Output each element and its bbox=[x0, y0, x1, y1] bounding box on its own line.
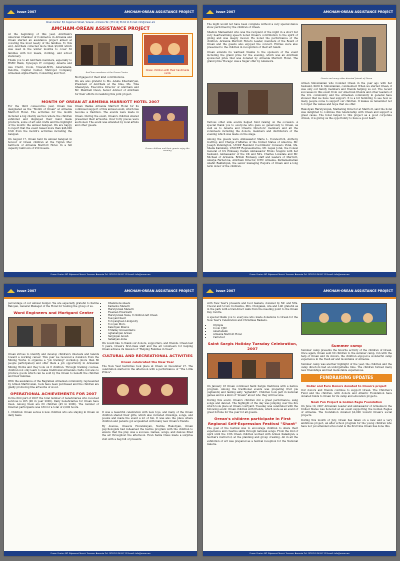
paragraph: With the assistance of the Bagratian Armenian community, represented by Armen Martirosian, tools have been purchased and the children are gladly producing fine artworks of wood. bbox=[8, 379, 99, 389]
paragraph: Thank you to all AmCham members, especially to HSBC Bank, Synopsys IT company, Ameria and Asa Credit, Ucom, Vivacell-MTS, Ameriabank, Deloitte, Capital Center, Metropol Company, Armenian Alpha Pharm, Consulting and Tour. bbox=[8, 59, 72, 75]
paragraph: During this event, Orean's children did a great performance, sang songs and danced. The highlight of the day was jumping over the fire which took place at Orean courtyard. Tuesday was celebrated with the following event: Orean children with friends, which were as an event of great fortune for the year for all guests. bbox=[207, 398, 298, 415]
paragraph: Summer camp was another highlight of the year, the children and the camp directors had an unforgettable time. The children formed many new friendships and had memorable experiences. bbox=[301, 362, 392, 373]
photo-amcham-members bbox=[75, 34, 133, 66]
paragraph: Our donors and friends continue to support Orean. The Children's Fund and the children, with donors and Atlantic Foundation have donated funds to Orean for its camp and education projects. bbox=[301, 388, 392, 399]
photo-caption: AmCham members at the Orean Center bbox=[85, 72, 128, 74]
list-item: • 8 Mallay Grevenitian's bbox=[108, 329, 193, 332]
section-title: Saint Sargis Holiday Tuesday Celebration, 2007 bbox=[207, 340, 298, 351]
paragraph: It was a beautiful celebration with new toys, and many of the Orean children shared their gifts, which also included drawings, songs, and poems and made the event a lot of fun. It was also the place where children and parents got acquainted with many new Orean's friends. bbox=[102, 411, 193, 424]
paragraph: At the beginning of this year, AmCham's American Chamber of Commerce in Armenia and Orean started an assistance project aimed at covering the most needy of the families. To this end, AmCham collected more than $3,000 which was used in the winter months to cover 30 families with hot meals, clothing, and school stationery. bbox=[8, 33, 72, 58]
list-item: • Sahakyan Anna bbox=[108, 338, 193, 341]
page-1 bbox=[4, 5, 197, 277]
paragraph: Hakobyan Harutyunyan, Marketing Director at Marriott, said the hotel was delighted to continue this relationship with Orean and support a great cause. The hotel helped to this project as a good corporate citizen, it is giving us the opportunity to have a good heart. bbox=[301, 107, 392, 121]
photo-saint-sargis bbox=[207, 353, 293, 379]
newsletter-label: AMCHAM-OREAN ASSISTANCE PROJECT bbox=[323, 9, 393, 14]
list-item: • Aghababyan Armen bbox=[108, 332, 193, 335]
list-item: • Tocoyan Muro bbox=[108, 323, 193, 326]
photo-event bbox=[207, 83, 293, 115]
list-item: • Kakohyan Kharos bbox=[108, 326, 193, 329]
paragraph: We would like to thank our donors, supporters, and friends. Orean last 3 years, Orean's first-class staff and the all volunteers for helping Orean achieve its mission of "Helping Families in Need". bbox=[102, 342, 193, 352]
page-2 bbox=[203, 5, 396, 277]
section-title: MONTH OF OREAN AT ARMENIA MARRIOTT HOTEL 2007 bbox=[41, 99, 160, 105]
section-title: Word Engineers and Mortgard Center bbox=[13, 310, 94, 316]
paragraph: Orean strives to identify and develop children's interests and talents toward a working career. This year we received a donation from the Mining Works to organize a "job training" workshop (more than 80 people participated) and offer them a job opportunity in Armenian Mining Works and they took on 8 children. Through training courses, children not only learn to make traditional Armenian crafts, but also to produce goods which can be sold by the Orean to benefit the children and their families. bbox=[8, 353, 99, 378]
address-line: Orean Center: 8/1 Kajaznuni Street, Yerevan, Armenia Tel: (374 10) 56 62 11 E-mail: info@orean.am bbox=[45, 21, 156, 24]
list-item: • Kaibaitos Manetti bbox=[108, 305, 193, 308]
paragraph: During this month of July, Orean has taken on a new and a very ambitious project, an after school program for the young children who have not yet attended school and is the first time Orean has done this. bbox=[301, 419, 392, 429]
paragraph: Among the guests were Ambassador Marie L. Yovanovitch, Anthony Godfrey, and Charge d'Affaires of the United States of America, Mr. Joseph Pennington, UNDP Resident Coordinator Consuelo Vidal, Ms. Sheila Kaminsky, UNICEF Representative, Mr. Layan Jorat, the Consul General of US Embassy, Italian Ambassador Bruno Scapini with her husband, Ambassador of the UK and Mrs. Charles Lonsdale and Mr. Michael of Armenia. British Embassy staff and leaders of Marriott, Amalya Farberova, AmCham Director, ICRC Armenia, Parliamentarian Anahit Bakhshyan, the senior managing Esquire of Orean and a long term donor of the children. bbox=[207, 137, 298, 169]
page-footer: Orean Center: 8/1 Kajaznuni Street, Yerevan, Armenia Tel: (374 10) 56 62 11 E-mail: info@orean.am bbox=[203, 551, 396, 556]
issue-label: Issue 2007 bbox=[17, 9, 37, 14]
issue-label: Issue 2007 bbox=[216, 288, 236, 293]
paragraph: The New Year festivities took place at Orean on December 27. The celebration started in the afternoon with a performance of "The Little Prince". bbox=[102, 365, 193, 375]
section-subtitle: Orean celebrated the New Year bbox=[121, 360, 174, 365]
newsletter-label: AMCHAM-OREAN ASSISTANCE PROJECT bbox=[323, 288, 393, 293]
orean-logo bbox=[206, 10, 235, 14]
list-item: • Harutyunian Manetti bbox=[108, 308, 193, 311]
section-title: Orean's children participate in First Regional Self-Expression Festival "Shant" bbox=[208, 416, 297, 427]
photo-workshop bbox=[8, 317, 94, 347]
paragraph: Mortgages for their kind contributions. bbox=[74, 75, 125, 79]
list-item: • Fleemen Eivermetti bbox=[108, 311, 193, 314]
list-item: • Armenia Marriott Hotel bbox=[213, 333, 298, 336]
children-list bbox=[108, 302, 193, 341]
paragraph: The goal of the festival was to encourage children to share their experience and creative skills through national songs. From the 2nd of April until the 13th Orean children worked with Armen Kalashyan, a festival's instructor, at the planning and group creating. All in all the exhibition of art was prepared as a festival reception for the National Galerie. bbox=[207, 427, 298, 446]
issue-label: Issue 2007 bbox=[216, 9, 236, 14]
section-subtitle: Noah Fun Project & Golden Eagle Foundation bbox=[311, 400, 382, 405]
donor-list bbox=[213, 324, 298, 339]
header-bar bbox=[4, 297, 197, 299]
paragraph: A special thank you to everyone who made donations to Orean for the New Year's Celebration and Christmas Baskets. bbox=[207, 315, 298, 323]
paragraph: Shallow Mainesfield who was the recipient of the night in a short but very heartwarming speech noted Orean's contribution to the spirit of giving and was deeply moved. He noted the performance of the children. Armenia Marriott Hotel's Leader, members of the Board of Orean and the guests also enjoyed the concert. Entries were also presented to the children in recognition of their art talent. bbox=[207, 30, 298, 50]
paragraph: with New Year's presents and food baskets, donated by Mr. and Mrs. Cnoval and Ucom Cochaidze, Mrs. Cholgaian, Ara and Lilit grateful as in the park with a trail-direct walk from the meeting point to the Orean Day Centre. bbox=[207, 302, 298, 315]
newsletter-header bbox=[203, 5, 396, 18]
section-title: CULTURAL AND RECREATIONAL ACTIVITIES bbox=[102, 353, 193, 359]
photo-guests bbox=[301, 24, 387, 72]
sidebar-title: Orean children with their handmade cards bbox=[145, 69, 190, 75]
newsletter-header bbox=[4, 5, 197, 18]
photo-new-year bbox=[102, 377, 188, 405]
paragraph: On January 18 Orean continued Saint Sargis traditions with a festive program. Among the traditional events was preparing fruit pie (Aghandz) and tasting salty "aghabliit". Children took part in national games and in a kind of "dream" about who they will become. bbox=[207, 384, 298, 398]
paragraph: By Avenue, Onescis Hovannisyan, Narine Hakobyan, Orean psychologists had rehearsed the festive program with the children to ensure that the play was a success. Games, songs, and dances filled the air throughout the afternoon. Even Santa Claus made a surprise visit with a bag full of presents. bbox=[102, 425, 193, 441]
paragraph: For the third consecutive year, Orean has designated as the "Month of Orean" at Armenia Marriott Hotel. The activities for the month included a big charity auction where the children exhibited and displayed their hand made products, some of art and crafts and the highlight of the month: the annual banquet. We are happy to report that the event raised more than $46,000 USD from the month's activities including the banquet. bbox=[8, 105, 72, 137]
page-footer: Orean Center: 8/1 Kajaznuni Street, Yerevan, Armenia Tel: (374 10) 56 62 11 E-mail: info@orean.am bbox=[203, 272, 396, 277]
paragraph: Various other side events helped fund raising on the occasion. A special thank you to everyone who gave so generously to Orean, as well as to Ameria and Orean's Directors' members and all the volunteers including the donors, members and distributors of the evening which was made on the stage. bbox=[207, 120, 298, 136]
section-subtitle: Dollar and Euro Donors donated to Orean's project bbox=[306, 383, 387, 388]
sidebar-box bbox=[142, 33, 193, 77]
page-3 bbox=[4, 284, 197, 556]
section-title: OPERATIONAL ACHIEVEMENTS FOR 2007 bbox=[10, 390, 97, 396]
list-item: • Sargisyan Anush bbox=[108, 335, 193, 338]
list-item: • Toroyangtsen Lindgevity bbox=[108, 320, 193, 323]
list-item: • Olympia bbox=[213, 324, 298, 327]
paragraph: Orean thanks Armenia Marriott Hotel for its continued support of this annual event, which has become a tradition. The events were made in Orean. During the event, Orean's children shared presented their artworks. Over forty pieces were auctioned. The event was attended by local artists and other guests. bbox=[74, 105, 139, 127]
page-footer: Orean Center: 8/1 Kajaznuni Street, Yerevan, Armenia Tel: (374 10) 56 62 11 E-mail: info@orean.am bbox=[4, 551, 197, 556]
photo-summer-camp bbox=[301, 303, 387, 335]
list-item: • Ameriabank bbox=[213, 330, 298, 333]
paragraph: We are also grateful to Ms. Adelle Khachatryan, President of AmCham at the time, Ms. Tina Ghazaryan, Executive Director of AmCham and Mr. Manthell Owen, Senior Advisor of AmCham for their efforts in realizing this joint project. bbox=[74, 80, 139, 96]
header-bar bbox=[203, 297, 396, 299]
paragraph: In the first part of 2007 the total number of beneficiaries who received services is 205 (90 in year 2006). Daily beneficiaries for Orean have risen. Among them are 60 children (45 in 2006). The number of Internet participants was 180 for a total of 2,000 hours. bbox=[8, 396, 99, 410]
newsletter-header bbox=[203, 284, 396, 297]
photo-banquet bbox=[142, 106, 188, 142]
issue-label: Issue 2007 bbox=[17, 288, 37, 293]
paragraph: Armen Simonianian who founded Orean in the year ago with her husband, Kirill K. Simonianian, commented: When we started Orean, it was only our family members and friends helping us out. The recent successes in this event from our American friends and other leaders of the U.S. community and the Armenian community in general have showed that we have real support. It is a bit humbling to see how so many people come to support our children. It makes us remember not to forget the values and hope that we offer. bbox=[301, 81, 392, 107]
paragraph: Orean extends its warmest thanks to the sponsors of the event including the grand prize for the evening, which was an AmCham sponsored prize that was donated by Armenia Marriott Hotel. The grand prize 'Bocage' was a Sugar offer by Amateurs. bbox=[207, 50, 298, 64]
list-item: • Ucom CJSC bbox=[213, 327, 298, 330]
page-footer: Orean Center: 8/1 Kajaznuni Street, Yerevan, Armenia Tel: (374 10) 56 62 11 E-mail: info@orean.am bbox=[4, 272, 197, 277]
list-item: • Carrefour bbox=[213, 336, 298, 339]
list-item: • Dhammons sheets bbox=[108, 302, 193, 305]
orean-logo bbox=[206, 289, 235, 293]
paragraph: Summer camp presents the favorite activity of the children of Orean. Once again, Orean sent 60 children to the summer camp, run with the help of Orean and its donors, the children enjoyed a wonderful camp experience in the fresh air and mountains of Armenia. bbox=[301, 349, 392, 362]
paragraph: The night would not have been complete without a very special dance show performed by the children of Orean. bbox=[207, 23, 298, 30]
paragraph: 1. Children: Orean serves 4 new children who are staying in Orean on daily basis. bbox=[8, 410, 99, 417]
photo-caption: Guests and many other devoted friends of Orean bbox=[320, 78, 373, 80]
paragraph: On August 17, Orean held its annual banquet in honour of Orean children at the Tigran Mec ballroom of Armenia Marriott Hotel. In a full capacity ballroom of 250 Guests. bbox=[8, 137, 72, 151]
paragraph: On June 10, 2007 Armenian Leader and ambassador of Armenia in the United States was honored at an event supporting the Golden Eagles of Armenia. The foundation donated $2,000 toward Orean's social projects. bbox=[301, 405, 392, 418]
orean-logo bbox=[7, 289, 36, 293]
newsletter-header bbox=[4, 284, 197, 297]
section-title: AMCHAM-OREAN ASSISTANCE PROJECT bbox=[51, 27, 150, 32]
newsletter-label: AMCHAM-OREAN ASSISTANCE PROJECT bbox=[124, 288, 194, 293]
list-item: • Harutyunian Nane, 8 children left Orean bbox=[108, 314, 193, 317]
page-4 bbox=[203, 284, 396, 556]
section-title: Summer camp bbox=[331, 343, 362, 348]
photo-children-cards bbox=[144, 35, 188, 65]
photo-caption: Orean children and their guests enjoy the evening bbox=[145, 148, 190, 153]
list-item: • Tesoyant Kaori bbox=[108, 317, 193, 320]
paragraph: percentage of our annual budget. We are especially grateful to Karine Baloyan, General Manager of the Hotel for hosting the group of us. bbox=[8, 302, 99, 309]
newsletter-label: AMCHAM-OREAN ASSISTANCE PROJECT bbox=[124, 9, 194, 14]
fundraising-title: FUNDRAISING UPDATES bbox=[301, 374, 392, 382]
orean-logo bbox=[7, 10, 36, 14]
header-bar bbox=[203, 18, 396, 20]
